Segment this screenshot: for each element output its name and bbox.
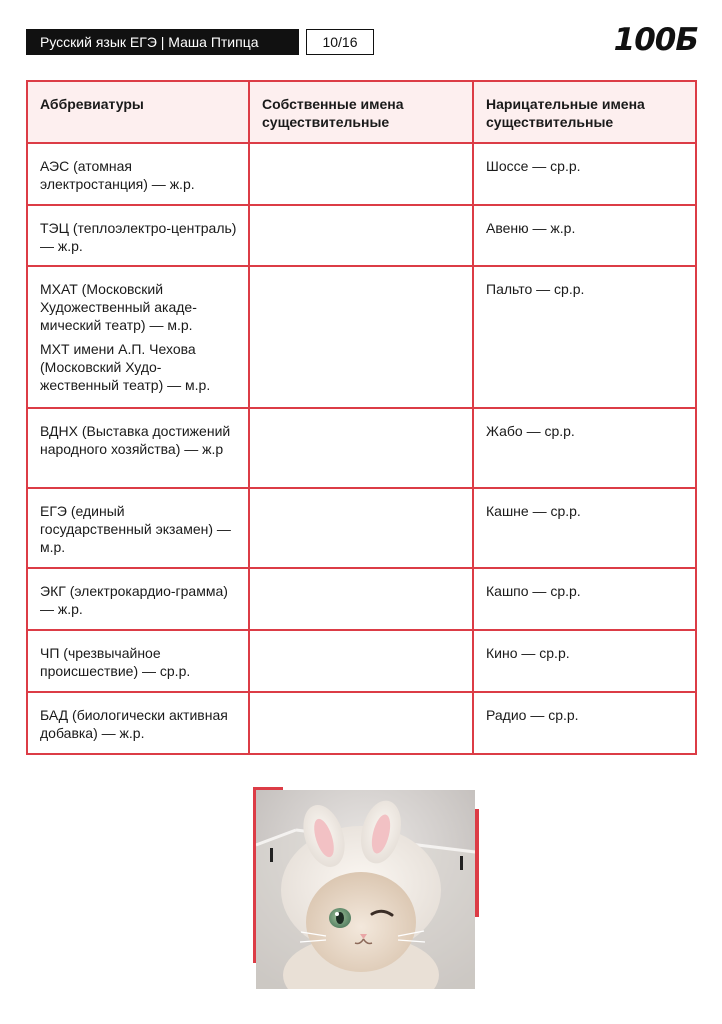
table-row	[27, 205, 696, 266]
proper-noun-cell	[249, 488, 473, 568]
abbreviation-cell: ЧП (чрезвычайное происшествие) — ср.р.	[27, 630, 249, 692]
common-noun-cell: Шоссе — ср.р.	[473, 143, 696, 205]
cat-in-bunny-hat-photo	[256, 790, 475, 989]
proper-noun-cell	[249, 205, 473, 266]
table-row	[27, 630, 696, 692]
proper-noun-cell	[249, 692, 473, 754]
common-noun-cell: Радио — ср.р.	[473, 692, 696, 754]
table-row	[27, 143, 696, 205]
abbreviation-cell	[27, 266, 249, 408]
common-noun-cell: Кашне — ср.р.	[473, 488, 696, 568]
column-header-proper-nouns: Собственные имена существительные	[249, 81, 473, 143]
proper-noun-cell	[249, 266, 473, 408]
common-noun-cell: Пальто — ср.р.	[473, 266, 696, 408]
common-noun-cell: Авеню — ж.р.	[473, 205, 696, 266]
abbreviation-cell: БАД (биологически активная добавка) — ж.р.	[27, 692, 249, 754]
grammar-table	[26, 80, 697, 755]
common-noun-cell: Жабо — ср.р.	[473, 408, 696, 488]
abbreviation-cell: ТЭЦ (теплоэлектро-централь) — ж.р.	[27, 205, 249, 266]
column-header-common-nouns: Нарицательные имена существительные	[473, 81, 696, 143]
course-title-badge: Русский язык ЕГЭ | Маша Птипца	[26, 29, 299, 55]
abbreviation-cell: ЭКГ (электрокардио-грамма) — ж.р.	[27, 568, 249, 630]
photo-accent-right	[475, 809, 479, 917]
table-row	[27, 408, 696, 488]
table-header-row	[27, 81, 696, 143]
common-noun-cell: Кашпо — ср.р.	[473, 568, 696, 630]
proper-noun-cell	[249, 568, 473, 630]
abbreviation-entry: МХТ имени А.П. Чехова (Московский Худо-жественный театр) — м.р.	[40, 341, 211, 393]
abbreviation-cell: ЕГЭ (единый государственный экзамен) — м.р.	[27, 488, 249, 568]
table-row	[27, 692, 696, 754]
common-noun-cell: Кино — ср.р.	[473, 630, 696, 692]
abbreviation-entry: МХАТ (Московский Художественный акаде-мический театр) — м.р.	[40, 281, 197, 333]
proper-noun-cell	[249, 408, 473, 488]
proper-noun-cell	[249, 630, 473, 692]
table-row	[27, 488, 696, 568]
page-counter: 10/16	[306, 29, 374, 55]
proper-noun-cell	[249, 143, 473, 205]
brand-logo: 100Б	[613, 22, 698, 58]
abbreviation-cell: АЭС (атомная электростанция) — ж.р.	[27, 143, 249, 205]
table-row	[27, 266, 696, 408]
abbreviation-cell: ВДНХ (Выставка достижений народного хозяйства) — ж.р	[27, 408, 249, 488]
column-header-abbreviations: Аббревиатуры	[27, 81, 249, 143]
table-row	[27, 568, 696, 630]
cat-photo-frame	[253, 787, 479, 989]
